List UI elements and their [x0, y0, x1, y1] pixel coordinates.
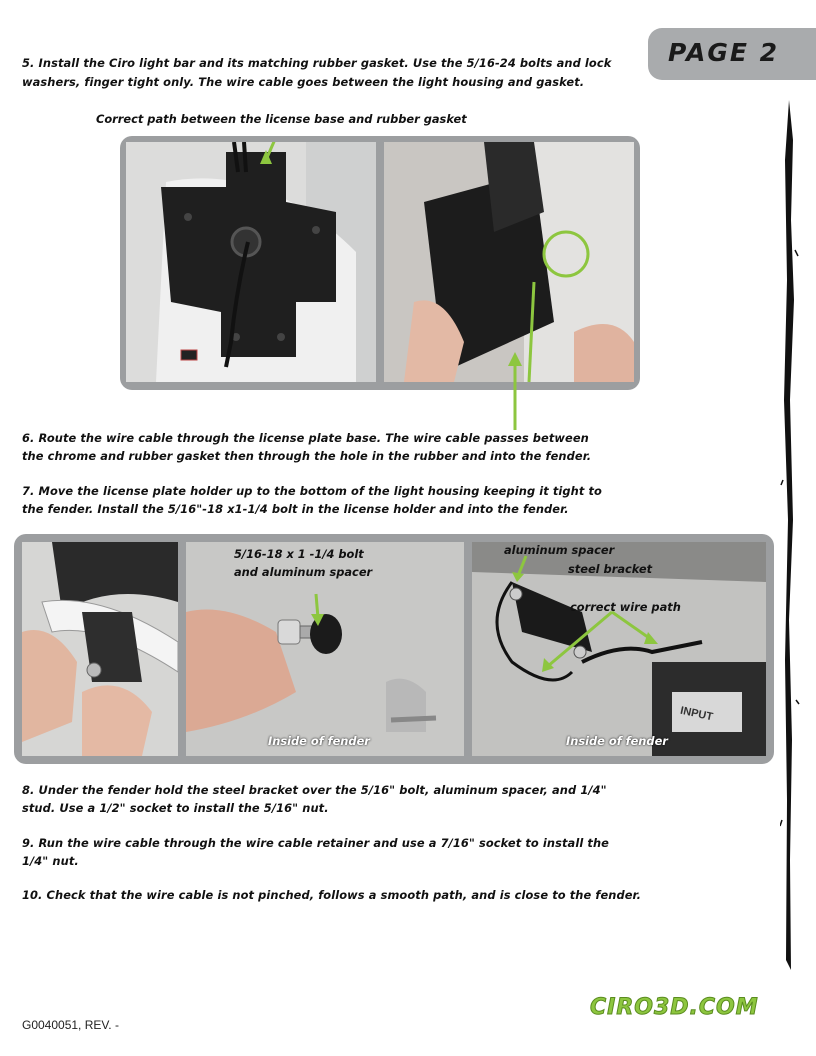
- inside-of-fender-label-b: Inside of fender: [566, 734, 668, 748]
- step-7-line-2: the fender. Install the 5/16"-18 x1-1/4 bolt in the license holder and into the fender.: [22, 502, 569, 516]
- step-8-line-1: 8. Under the fender hold the steel bracket over the 5/16" bolt, aluminum spacer, and 1/4": [22, 783, 607, 797]
- brand-logo: CIRO3D.COM: [590, 995, 759, 1020]
- pointer-arrow: [505, 350, 525, 430]
- steel-bracket-label: steel bracket: [568, 562, 653, 576]
- step-9-line-1: 9. Run the wire cable through the wire cable retainer and use a 7/16" socket to install the: [22, 836, 609, 850]
- inside-of-fender-label-a: Inside of fender: [268, 734, 370, 748]
- page-number-label: PAGE 2: [668, 38, 780, 67]
- aluminum-spacer-label: aluminum spacer: [504, 543, 615, 557]
- step-10-line-1: 10. Check that the wire cable is not pinched, follows a smooth path, and is close to the fender.: [22, 888, 642, 902]
- step-5-line-1: 5. Install the Ciro light bar and its matching rubber gasket. Use the 5/16-24 bolts and lock: [22, 56, 612, 70]
- photo-chrome-bolt: [22, 542, 178, 756]
- figure-1-caption: Correct path between the license base and rubber gasket: [96, 112, 467, 126]
- step-6-line-1: 6. Route the wire cable through the license plate base. The wire cable passes between: [22, 431, 589, 445]
- bolt-label-line-2: and aluminum spacer: [234, 565, 373, 579]
- photo-bolt-spacer: [186, 542, 464, 756]
- photo-gasket-routing: [384, 142, 634, 382]
- step-7-line-1: 7. Move the license plate holder up to the bottom of the light housing keeping it tight to: [22, 484, 602, 498]
- correct-wire-path-label: correct wire path: [570, 600, 681, 614]
- figure-2-frame: [14, 534, 774, 764]
- step-8-line-2: stud. Use a 1/2" socket to install the 5/16" nut.: [22, 801, 329, 815]
- step-9-line-2: 1/4" nut.: [22, 854, 79, 868]
- brush-stroke-decoration: [780, 100, 802, 970]
- photo-steel-bracket: [472, 542, 766, 756]
- figure-1-frame: [120, 136, 640, 390]
- document-number: G0040051, REV. -: [22, 1018, 119, 1032]
- photo-license-base: [126, 142, 376, 382]
- bolt-label-line-1: 5/16-18 x 1 -1/4 bolt: [234, 547, 364, 561]
- step-5-line-2: washers, finger tight only. The wire cable goes between the light housing and gasket.: [22, 75, 585, 89]
- input-label: INPUT: [679, 704, 714, 724]
- page-number-tab: [648, 28, 816, 80]
- step-6-line-2: the chrome and rubber gasket then through the hole in the rubber and into the fender.: [22, 449, 592, 463]
